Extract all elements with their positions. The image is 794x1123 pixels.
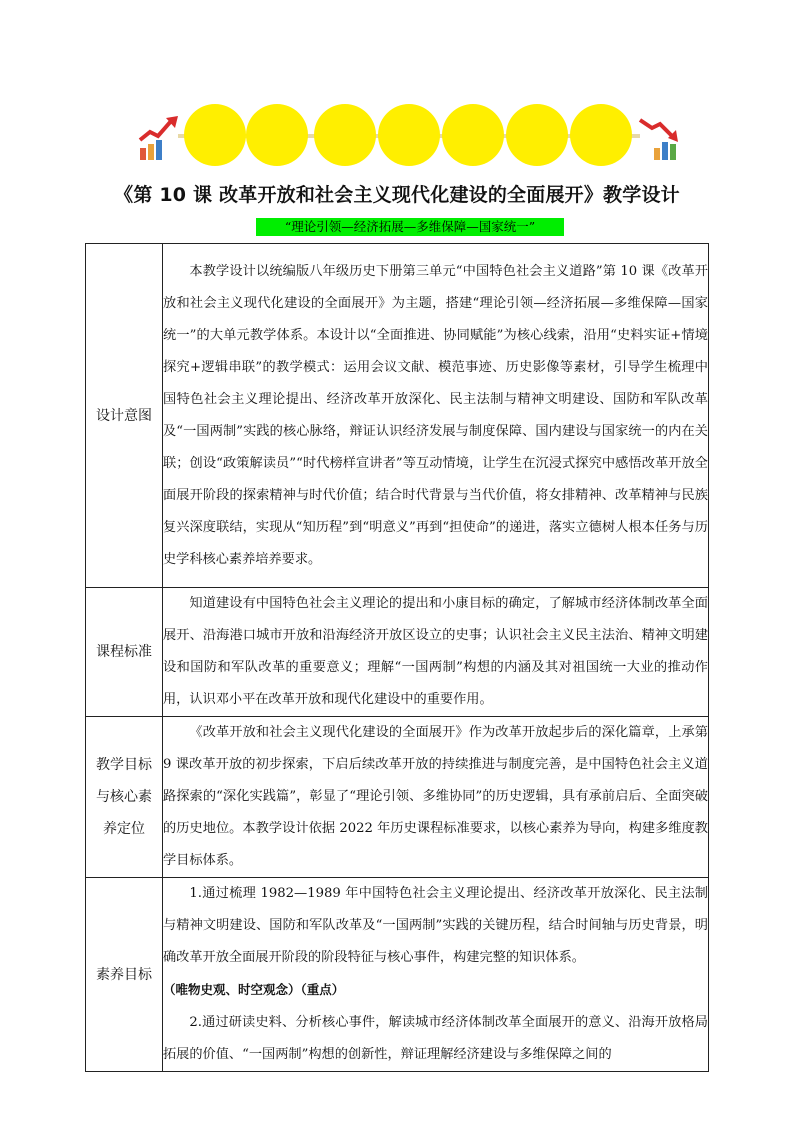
goal-1-tag: （唯物史观、时空观念）（重点） [163,982,345,997]
row-label: 课程标准 [86,588,163,717]
banner-circle [378,104,440,166]
header-banner [138,104,680,164]
paragraph: 本教学设计以统编版八年级历史下册第三单元“中国特色社会主义道路”第 10 课《改革开放和社会主义现代化建设的全面展开》为主题，搭建“理论引领—经济拓展—多维保障—国家统一”的大单元教学体系。本设计以“全面推进、协同赋能”为核心线索，沿用“史料实证+情境探究+逻辑串联”的教学模式：运用会议文献、模范事迹、历史影像等素材，引导学生梳理中国特色社会主义理论提出、经济改革开放深化、民主法制与精神文明建设、国防和军队改革及“一国两制”实践的核心脉络，辩证认识经济发展与制度保障、国内建设与国家统一的内在关联；创设“政策解读员”“时代榜样宣讲者”等互动情境，让学生在沉浸式探究中感悟改革开放全面展开阶段的探索精神与时代价值；结合时代背景与当代价值，将女排精神、改革精神与民族复兴深度联结，实现从“知历程”到“明意义”再到“担使命”的递进，落实立德树人根本任务与历史学科核心素养培养要求。 [163,263,708,567]
row-content [163,878,709,1072]
row-content [163,244,709,588]
banner-circle [314,104,376,166]
paragraph: 知道建设有中国特色社会主义理论的提出和小康目标的确定，了解城市经济体制改革全面展开、沿海港口城市开放和沿海经济开放区设立的史事；认识社会主义民主法治、精神文明建设和国防和军队改革的重要意义；理解“一国两制”构想的内涵及其对祖国统一大业的推动作用，认识邓小平在改革开放和现代化建设中的重要作用。 [163,596,708,707]
paragraph: 《改革开放和社会主义现代化建设的全面展开》作为改革开放起步后的深化篇章，上承第 9 课改革开放的初步探索，下启后续改革开放的持续推进与制度完善，是中国特色社会主义道路探索的“深化实践篇”，彰显了“理论引领、多维协同”的历史逻辑，具有承前启后、全面突破的历史地位。本教学设计依据 2022 年历史课程标准要求，以核心素养为导向，构建多维度教学目标体系。 [163,725,708,868]
banner-circle [570,104,632,166]
banner-circle [442,104,504,166]
design-table [85,243,709,1072]
table-row [86,878,709,1072]
row-label: 设计意图 [86,244,163,588]
row-content [163,588,709,717]
table-row [86,244,709,588]
chart-up-icon [138,114,182,162]
table-row [86,588,709,717]
goal-1: 1.通过梳理 1982—1989 年中国特色社会主义理论提出、经济改革开放深化、民主法制与精神文明建设、国防和军队改革及“一国两制”实践的关键历程，结合时间轴与历史背景，明确改革开放全面展开阶段的阶段特征与核心事件，构建完整的知识体系。 [163,886,708,965]
subtitle-highlight: “理论引领—经济拓展—多维保障—国家统一” [256,218,564,236]
table-row [86,717,709,878]
row-label: 素养目标 [86,878,163,1072]
row-label [86,717,163,878]
banner-circle [506,104,568,166]
chart-up-icon [636,114,680,162]
page-title: 《第 10 课 改革开放和社会主义现代化建设的全面展开》教学设计 [114,184,680,206]
row-label-text: 教学目标与核心素养定位 [96,757,152,837]
row-content [163,717,709,878]
banner-circle [246,104,308,166]
banner-circle [184,104,246,166]
goal-2: 2.通过研读史料、分析核心事件，解读城市经济体制改革全面展开的意义、沿海开放格局拓展的价值、“一国两制”构想的创新性，辩证理解经济建设与多维保障之间的 [163,1015,708,1062]
